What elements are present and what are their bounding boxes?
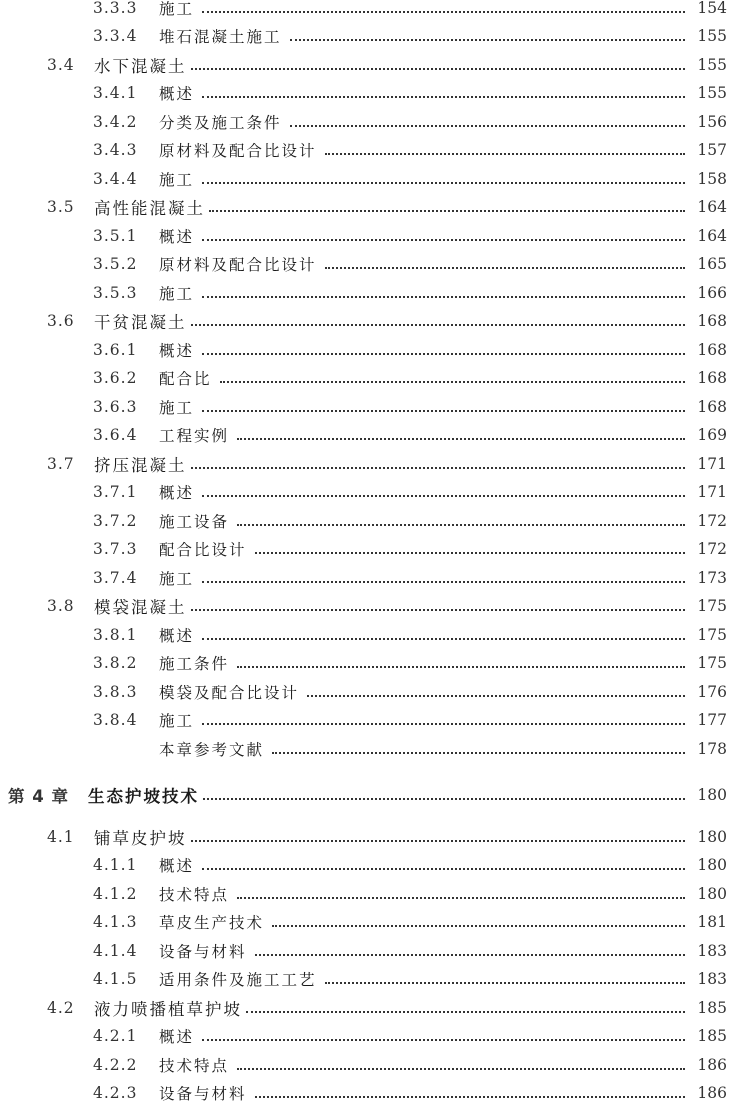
- dot-leader: [325, 153, 685, 155]
- toc-entry-page-number: 157: [697, 141, 727, 159]
- toc-subsection-entry[interactable]: [0, 110, 730, 134]
- toc-entry-page-number: 171: [697, 455, 727, 473]
- dot-leader: [209, 210, 685, 212]
- toc-entry-title: 堆石混凝土施工: [159, 28, 282, 46]
- dot-leader: [220, 381, 685, 383]
- toc-entry-title: 概述: [159, 627, 195, 645]
- toc-entry-number: 3.4.3: [93, 141, 138, 159]
- toc-entry-title: 设备与材料: [159, 943, 247, 961]
- toc-entry-number: 3.8.4: [93, 711, 138, 729]
- toc-entry-number: 3.4.1: [93, 84, 138, 102]
- toc-entry-title: 配合比: [159, 370, 212, 388]
- toc-subsection-entry[interactable]: [0, 1053, 730, 1077]
- toc-entry-title: 施工: [159, 399, 195, 417]
- toc-entry-page-number: 155: [697, 27, 727, 45]
- toc-entry-page-number: 168: [697, 341, 727, 359]
- toc-entry-title: 概述: [159, 857, 195, 875]
- toc-entry-title: 技术特点: [159, 886, 230, 904]
- toc-entry-title: 设备与材料: [159, 1085, 247, 1103]
- toc-entry-number: 3.7: [47, 455, 75, 473]
- toc-entry-title: 施工: [159, 171, 195, 189]
- toc-entry-page-number: 165: [697, 255, 727, 273]
- toc-entry-number: 3.7.4: [93, 569, 138, 587]
- toc-section-entry[interactable]: [0, 825, 730, 849]
- toc-entry-page-number: 186: [697, 1056, 727, 1074]
- toc-entry-page-number: 169: [697, 426, 727, 444]
- dot-leader: [202, 868, 685, 870]
- dot-leader: [202, 182, 685, 184]
- toc-subsection-entry[interactable]: [0, 1081, 730, 1105]
- toc-entry-number: 3.4.2: [93, 113, 138, 131]
- toc-section-entry[interactable]: [0, 452, 730, 476]
- toc-entry-number: 3.8.2: [93, 654, 138, 672]
- dot-leader: [237, 524, 685, 526]
- toc-entry-title: 原材料及配合比设计: [159, 142, 317, 160]
- toc-entry-title: 本章参考文献: [159, 741, 265, 759]
- toc-entry-title: 模袋及配合比设计: [159, 684, 300, 702]
- toc-entry-title: 概述: [159, 228, 195, 246]
- toc-entry-number: 3.8.3: [93, 683, 138, 701]
- toc-entry-page-number: 168: [697, 398, 727, 416]
- dot-leader: [191, 68, 686, 70]
- toc-entry-title: 液力喷播植草护坡: [94, 1000, 242, 1019]
- dot-leader: [202, 410, 685, 412]
- dot-leader: [202, 239, 685, 241]
- toc-entry-title: 施工条件: [159, 655, 230, 673]
- dot-leader: [202, 1039, 685, 1041]
- dot-leader: [202, 638, 685, 640]
- toc-subsection-entry[interactable]: [0, 737, 730, 761]
- toc-entry-page-number: 177: [697, 711, 727, 729]
- dot-leader: [202, 11, 685, 13]
- toc-entry-number: 3.5: [47, 198, 75, 216]
- toc-entry-number: 4.1.3: [93, 913, 138, 931]
- toc-entry-page-number: 181: [697, 913, 727, 931]
- toc-subsection-entry[interactable]: [0, 509, 730, 533]
- toc-subsection-entry[interactable]: [0, 81, 730, 105]
- toc-entry-number: 3.3.3: [93, 0, 138, 17]
- toc-entry-number: 3.5.3: [93, 284, 138, 302]
- dot-leader: [290, 39, 685, 41]
- toc-entry-title: 挤压混凝土: [94, 456, 187, 475]
- dot-leader: [191, 840, 686, 842]
- toc-entry-title: 概述: [159, 85, 195, 103]
- toc-section-entry[interactable]: [0, 195, 730, 219]
- toc-entry-page-number: 180: [697, 786, 727, 804]
- toc-subsection-entry[interactable]: [0, 708, 730, 732]
- toc-entry-title: 原材料及配合比设计: [159, 256, 317, 274]
- toc-entry-number: 3.6.4: [93, 426, 138, 444]
- dot-leader: [325, 267, 685, 269]
- toc-entry-number: 3.6.1: [93, 341, 138, 359]
- toc-entry-number: 第 4 章: [8, 787, 69, 806]
- toc-section-entry[interactable]: [0, 594, 730, 618]
- dot-leader: [237, 666, 685, 668]
- toc-subsection-entry[interactable]: [0, 537, 730, 561]
- toc-chapter-entry[interactable]: [0, 783, 730, 807]
- toc-subsection-entry[interactable]: [0, 224, 730, 248]
- toc-entry-page-number: 178: [697, 740, 727, 758]
- toc-entry-number: 3.6.3: [93, 398, 138, 416]
- toc-subsection-entry[interactable]: [0, 1024, 730, 1048]
- toc-entry-page-number: 158: [697, 170, 727, 188]
- toc-entry-number: 3.4.4: [93, 170, 138, 188]
- toc-entry-title: 施工设备: [159, 513, 230, 531]
- toc-entry-number: 4.1: [47, 828, 75, 846]
- dot-leader: [272, 925, 685, 927]
- toc-entry-number: 3.3.4: [93, 27, 138, 45]
- toc-entry-number: 4.2.3: [93, 1084, 138, 1102]
- toc-subsection-entry[interactable]: [0, 338, 730, 362]
- toc-entry-page-number: 155: [697, 56, 727, 74]
- toc-subsection-entry[interactable]: [0, 423, 730, 447]
- toc-subsection-entry[interactable]: [0, 24, 730, 48]
- dot-leader: [202, 353, 685, 355]
- toc-entry-title: 适用条件及施工工艺: [159, 971, 317, 989]
- toc-entry-title: 技术特点: [159, 1057, 230, 1075]
- toc-entry-title: 施工: [159, 285, 195, 303]
- toc-entry-title: 配合比设计: [159, 541, 247, 559]
- toc-entry-page-number: 175: [697, 597, 727, 615]
- toc-entry-page-number: 164: [697, 198, 727, 216]
- dot-leader: [272, 752, 685, 754]
- toc-entry-title: 工程实例: [159, 427, 230, 445]
- dot-leader: [202, 581, 685, 583]
- dot-leader: [202, 495, 685, 497]
- toc-entry-number: 4.2.1: [93, 1027, 138, 1045]
- toc-entry-page-number: 176: [697, 683, 727, 701]
- toc-section-entry[interactable]: [0, 53, 730, 77]
- toc-entry-title: 生态护坡技术: [88, 787, 199, 806]
- toc-subsection-entry[interactable]: [0, 939, 730, 963]
- toc-entry-number: 4.1.4: [93, 942, 138, 960]
- toc-entry-page-number: 185: [697, 1027, 727, 1045]
- toc-entry-page-number: 154: [697, 0, 727, 17]
- toc-entry-page-number: 156: [697, 113, 727, 131]
- toc-entry-number: 3.7.2: [93, 512, 138, 530]
- toc-subsection-entry[interactable]: [0, 252, 730, 276]
- toc-entry-number: 4.1.2: [93, 885, 138, 903]
- toc-subsection-entry[interactable]: [0, 395, 730, 419]
- toc-entry-title: 水下混凝土: [94, 57, 187, 76]
- toc-subsection-entry[interactable]: [0, 138, 730, 162]
- dot-leader: [202, 96, 685, 98]
- dot-leader: [246, 1011, 685, 1013]
- toc-entry-title: 高性能混凝土: [94, 199, 205, 218]
- toc-entry-title: 干贫混凝土: [94, 313, 187, 332]
- toc-entry-page-number: 180: [697, 885, 727, 903]
- toc-entry-page-number: 175: [697, 626, 727, 644]
- toc-entry-title: 铺草皮护坡: [94, 829, 187, 848]
- toc-entry-title: 施工: [159, 570, 195, 588]
- toc-entry-number: 3.8.1: [93, 626, 138, 644]
- toc-entry-title: 概述: [159, 1028, 195, 1046]
- toc-section-entry[interactable]: [0, 996, 730, 1020]
- dot-leader: [255, 552, 685, 554]
- toc-entry-page-number: 172: [697, 512, 727, 530]
- dot-leader: [237, 1068, 685, 1070]
- toc-subsection-entry[interactable]: [0, 853, 730, 877]
- toc-entry-page-number: 155: [697, 84, 727, 102]
- toc-entry-page-number: 173: [697, 569, 727, 587]
- dot-leader: [191, 324, 686, 326]
- toc-entry-title: 草皮生产技术: [159, 914, 265, 932]
- dot-leader: [191, 467, 686, 469]
- toc-entry-page-number: 180: [697, 828, 727, 846]
- toc-entry-number: 3.8: [47, 597, 75, 615]
- toc-subsection-entry[interactable]: [0, 566, 730, 590]
- toc-subsection-entry[interactable]: [0, 910, 730, 934]
- dot-leader: [255, 1096, 685, 1098]
- dot-leader: [202, 296, 685, 298]
- toc-entry-number: 3.6.2: [93, 369, 138, 387]
- toc-entry-page-number: 175: [697, 654, 727, 672]
- toc-entry-page-number: 186: [697, 1084, 727, 1102]
- dot-leader: [202, 723, 685, 725]
- dot-leader: [191, 609, 686, 611]
- toc-subsection-entry[interactable]: [0, 967, 730, 991]
- toc-entry-page-number: 185: [697, 999, 727, 1017]
- toc-entry-title: 概述: [159, 342, 195, 360]
- toc-entry-title: 分类及施工条件: [159, 114, 282, 132]
- toc-entry-title: 模袋混凝土: [94, 598, 187, 617]
- toc-entry-page-number: 168: [697, 369, 727, 387]
- dot-leader: [325, 982, 685, 984]
- toc-entry-page-number: 172: [697, 540, 727, 558]
- toc-subsection-entry[interactable]: [0, 623, 730, 647]
- dot-leader: [307, 695, 685, 697]
- toc-subsection-entry[interactable]: [0, 651, 730, 675]
- toc-entry-number: 4.1.1: [93, 856, 138, 874]
- dot-leader: [203, 798, 685, 800]
- toc-entry-number: 4.2: [47, 999, 75, 1017]
- toc-subsection-entry[interactable]: [0, 366, 730, 390]
- toc-entry-number: 3.5.2: [93, 255, 138, 273]
- toc-entry-number: 3.5.1: [93, 227, 138, 245]
- toc-entry-number: 3.7.3: [93, 540, 138, 558]
- dot-leader: [237, 897, 685, 899]
- toc-subsection-entry[interactable]: [0, 167, 730, 191]
- dot-leader: [255, 954, 685, 956]
- toc-entry-number: 4.1.5: [93, 970, 138, 988]
- toc-section-entry[interactable]: [0, 309, 730, 333]
- toc-subsection-entry[interactable]: [0, 480, 730, 504]
- toc-subsection-entry[interactable]: [0, 680, 730, 704]
- toc-entry-number: 3.4: [47, 56, 75, 74]
- toc-subsection-entry[interactable]: [0, 0, 730, 20]
- toc-entry-title: 施工: [159, 712, 195, 730]
- toc-entry-page-number: 171: [697, 483, 727, 501]
- toc-entry-title: 概述: [159, 484, 195, 502]
- toc-entry-page-number: 183: [697, 970, 727, 988]
- toc-entry-number: 4.2.2: [93, 1056, 138, 1074]
- toc-subsection-entry[interactable]: [0, 281, 730, 305]
- toc-entry-page-number: 183: [697, 942, 727, 960]
- toc-entry-number: 3.6: [47, 312, 75, 330]
- dot-leader: [290, 125, 685, 127]
- toc-entry-title: 施工: [159, 0, 195, 18]
- toc-entry-page-number: 168: [697, 312, 727, 330]
- toc-entry-number: 3.7.1: [93, 483, 138, 501]
- toc-entry-page-number: 164: [697, 227, 727, 245]
- toc-subsection-entry[interactable]: [0, 882, 730, 906]
- toc-entry-page-number: 180: [697, 856, 727, 874]
- dot-leader: [237, 438, 685, 440]
- toc-entry-page-number: 166: [697, 284, 727, 302]
